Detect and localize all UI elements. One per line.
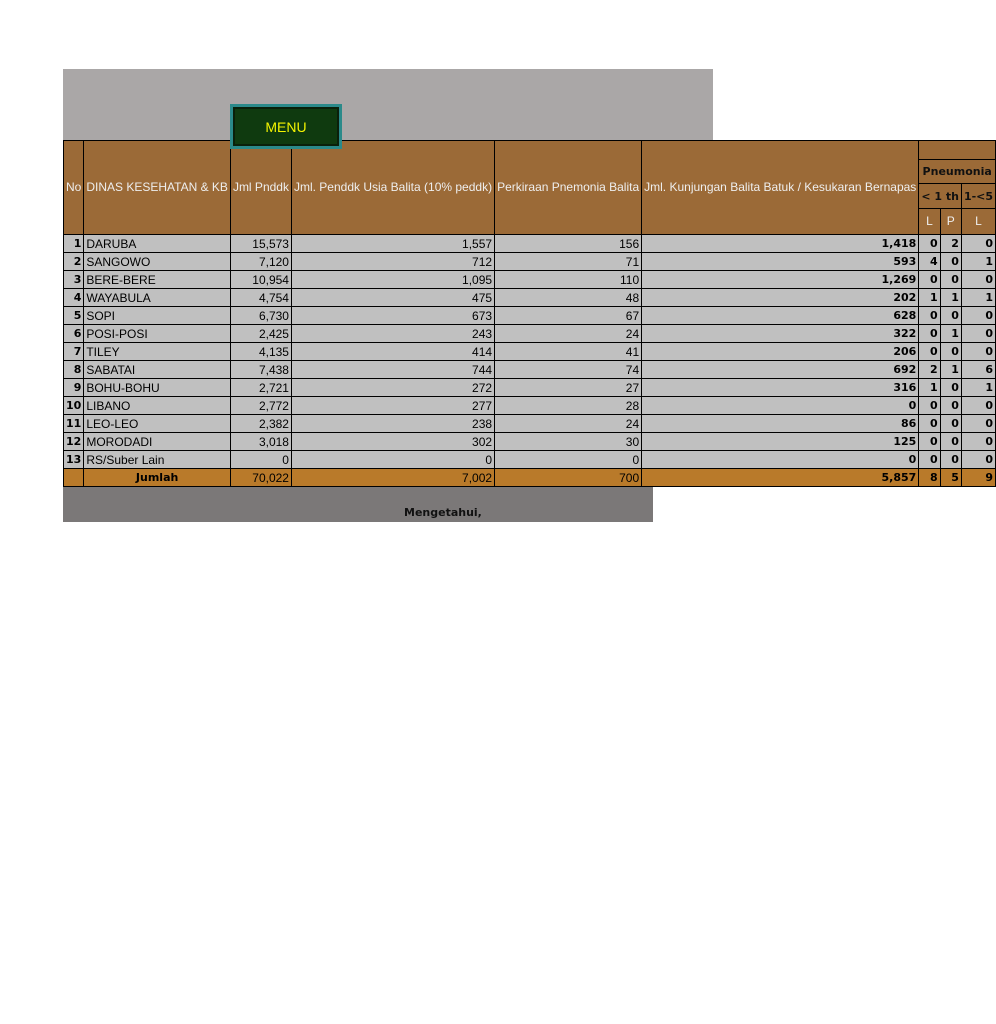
cell-name: POSI-POSI <box>84 325 231 343</box>
cell-l: 0 <box>919 343 940 361</box>
header-sex-l: L <box>919 209 940 235</box>
cell-est: 0 <box>495 451 642 469</box>
cell-balita: 1,557 <box>291 235 494 253</box>
cell-est: 24 <box>495 325 642 343</box>
cell-p: 0 <box>940 397 961 415</box>
table-row <box>64 361 996 379</box>
cell-p: 0 <box>940 451 961 469</box>
menu-button[interactable]: MENU <box>230 104 342 149</box>
cell-est: 67 <box>495 307 642 325</box>
total-pop: 70,022 <box>230 469 291 487</box>
table-row <box>64 289 996 307</box>
cell-name: RS/Suber Lain <box>84 451 231 469</box>
cell-no: 6 <box>64 325 84 343</box>
cell-visits: 692 <box>642 361 919 379</box>
cell-pop: 15,573 <box>230 235 291 253</box>
cell-l2: 0 <box>961 343 995 361</box>
cell-l2: 0 <box>961 433 995 451</box>
total-row <box>64 469 996 487</box>
cell-l: 0 <box>919 235 940 253</box>
cell-no: 13 <box>64 451 84 469</box>
cell-visits: 1,269 <box>642 271 919 289</box>
table-row <box>64 307 996 325</box>
table-row <box>64 379 996 397</box>
total-l: 8 <box>919 469 940 487</box>
header-jml-pnddk: Jml Pnddk <box>230 141 291 235</box>
cell-pop: 2,382 <box>230 415 291 433</box>
cell-visits: 125 <box>642 433 919 451</box>
cell-est: 110 <box>495 271 642 289</box>
header-jml-usia-balita: Jml. Penddk Usia Balita (10% peddk) <box>291 141 494 235</box>
cell-no: 3 <box>64 271 84 289</box>
total-l2: 9 <box>961 469 995 487</box>
sheet-top-area <box>63 69 713 140</box>
cell-l2: 0 <box>961 307 995 325</box>
cell-no: 2 <box>64 253 84 271</box>
cell-pop: 4,754 <box>230 289 291 307</box>
cell-no: 5 <box>64 307 84 325</box>
cell-l: 0 <box>919 415 940 433</box>
cell-est: 71 <box>495 253 642 271</box>
total-est: 700 <box>495 469 642 487</box>
cell-name: DARUBA <box>84 235 231 253</box>
cell-balita: 238 <box>291 415 494 433</box>
cell-name: BOHU-BOHU <box>84 379 231 397</box>
data-table <box>63 140 996 487</box>
cell-balita: 277 <box>291 397 494 415</box>
cell-pop: 4,135 <box>230 343 291 361</box>
total-visits: 5,857 <box>642 469 919 487</box>
cell-l2: 0 <box>961 415 995 433</box>
cell-est: 28 <box>495 397 642 415</box>
cell-pop: 2,425 <box>230 325 291 343</box>
cell-no: 4 <box>64 289 84 307</box>
cell-l: 1 <box>919 379 940 397</box>
cell-name: SOPI <box>84 307 231 325</box>
cell-balita: 712 <box>291 253 494 271</box>
cell-visits: 202 <box>642 289 919 307</box>
cell-p: 0 <box>940 343 961 361</box>
cell-p: 0 <box>940 433 961 451</box>
cell-l2: 6 <box>961 361 995 379</box>
cell-p: 1 <box>940 325 961 343</box>
cell-l2: 0 <box>961 325 995 343</box>
cell-p: 0 <box>940 379 961 397</box>
cell-l2: 1 <box>961 379 995 397</box>
cell-est: 24 <box>495 415 642 433</box>
cell-pop: 2,772 <box>230 397 291 415</box>
cell-p: 0 <box>940 271 961 289</box>
cell-l: 0 <box>919 397 940 415</box>
header-sex-p: P <box>940 209 961 235</box>
cell-pop: 0 <box>230 451 291 469</box>
cell-l: 2 <box>919 361 940 379</box>
cell-name: BERE-BERE <box>84 271 231 289</box>
cell-l: 0 <box>919 271 940 289</box>
header-blank <box>919 141 996 160</box>
cell-visits: 86 <box>642 415 919 433</box>
cell-l: 0 <box>919 451 940 469</box>
header-age-lt1: < 1 th <box>919 184 962 209</box>
cell-p: 0 <box>940 415 961 433</box>
cell-balita: 272 <box>291 379 494 397</box>
cell-p: 0 <box>940 307 961 325</box>
cell-l: 0 <box>919 325 940 343</box>
cell-est: 48 <box>495 289 642 307</box>
cell-l: 4 <box>919 253 940 271</box>
cell-balita: 744 <box>291 361 494 379</box>
table-row <box>64 343 996 361</box>
cell-balita: 302 <box>291 433 494 451</box>
cell-no: 8 <box>64 361 84 379</box>
header-perkiraan: Perkiraan Pnemonia Balita <box>495 141 642 235</box>
cell-balita: 243 <box>291 325 494 343</box>
table-row <box>64 235 996 253</box>
header-kunjungan: Jml. Kunjungan Balita Batuk / Kesukaran Bernapas <box>642 141 919 235</box>
cell-est: 27 <box>495 379 642 397</box>
cell-l2: 1 <box>961 253 995 271</box>
cell-visits: 593 <box>642 253 919 271</box>
cell-visits: 206 <box>642 343 919 361</box>
table-row <box>64 433 996 451</box>
footer-band <box>63 487 653 522</box>
cell-visits: 316 <box>642 379 919 397</box>
table-row <box>64 253 996 271</box>
cell-l2: 0 <box>961 397 995 415</box>
cell-pop: 10,954 <box>230 271 291 289</box>
cell-l2: 0 <box>961 271 995 289</box>
table-row <box>64 415 996 433</box>
cell-balita: 1,095 <box>291 271 494 289</box>
cell-l2: 1 <box>961 289 995 307</box>
table-row <box>64 397 996 415</box>
cell-name: SANGOWO <box>84 253 231 271</box>
table-row <box>64 325 996 343</box>
total-p: 5 <box>940 469 961 487</box>
header-sex-l-2: L <box>961 209 995 235</box>
cell-pop: 7,120 <box>230 253 291 271</box>
cell-no: 12 <box>64 433 84 451</box>
cell-balita: 673 <box>291 307 494 325</box>
total-label: Jumlah <box>84 469 231 487</box>
cell-l2: 0 <box>961 451 995 469</box>
total-balita: 7,002 <box>291 469 494 487</box>
cell-l2: 0 <box>961 235 995 253</box>
cell-est: 41 <box>495 343 642 361</box>
cell-no: 11 <box>64 415 84 433</box>
cell-p: 0 <box>940 253 961 271</box>
cell-visits: 322 <box>642 325 919 343</box>
cell-pop: 2,721 <box>230 379 291 397</box>
cell-no: 1 <box>64 235 84 253</box>
cell-l: 1 <box>919 289 940 307</box>
cell-name: LEO-LEO <box>84 415 231 433</box>
cell-no: 9 <box>64 379 84 397</box>
cell-balita: 414 <box>291 343 494 361</box>
cell-pop: 6,730 <box>230 307 291 325</box>
header-dinas: DINAS KESEHATAN & KB <box>84 141 231 235</box>
cell-balita: 475 <box>291 289 494 307</box>
cell-visits: 628 <box>642 307 919 325</box>
cell-no: 7 <box>64 343 84 361</box>
footer-note: Mengetahui, <box>404 506 482 519</box>
cell-name: TILEY <box>84 343 231 361</box>
cell-balita: 0 <box>291 451 494 469</box>
cell-pop: 7,438 <box>230 361 291 379</box>
cell-l: 0 <box>919 433 940 451</box>
cell-visits: 0 <box>642 397 919 415</box>
cell-name: SABATAI <box>84 361 231 379</box>
cell-p: 1 <box>940 289 961 307</box>
header-pneumonia: Pneumonia <box>919 160 996 184</box>
cell-pop: 3,018 <box>230 433 291 451</box>
cell-visits: 0 <box>642 451 919 469</box>
cell-est: 30 <box>495 433 642 451</box>
cell-est: 156 <box>495 235 642 253</box>
cell-p: 1 <box>940 361 961 379</box>
cell-name: LIBANO <box>84 397 231 415</box>
cell-p: 2 <box>940 235 961 253</box>
table-row <box>64 271 996 289</box>
cell-name: MORODADI <box>84 433 231 451</box>
cell-name: WAYABULA <box>84 289 231 307</box>
cell-l: 0 <box>919 307 940 325</box>
table-row <box>64 451 996 469</box>
total-cell-no <box>64 469 84 487</box>
cell-no: 10 <box>64 397 84 415</box>
header-no: No <box>64 141 84 235</box>
cell-visits: 1,418 <box>642 235 919 253</box>
header-age-1to5: 1-<5 <box>961 184 995 209</box>
cell-est: 74 <box>495 361 642 379</box>
